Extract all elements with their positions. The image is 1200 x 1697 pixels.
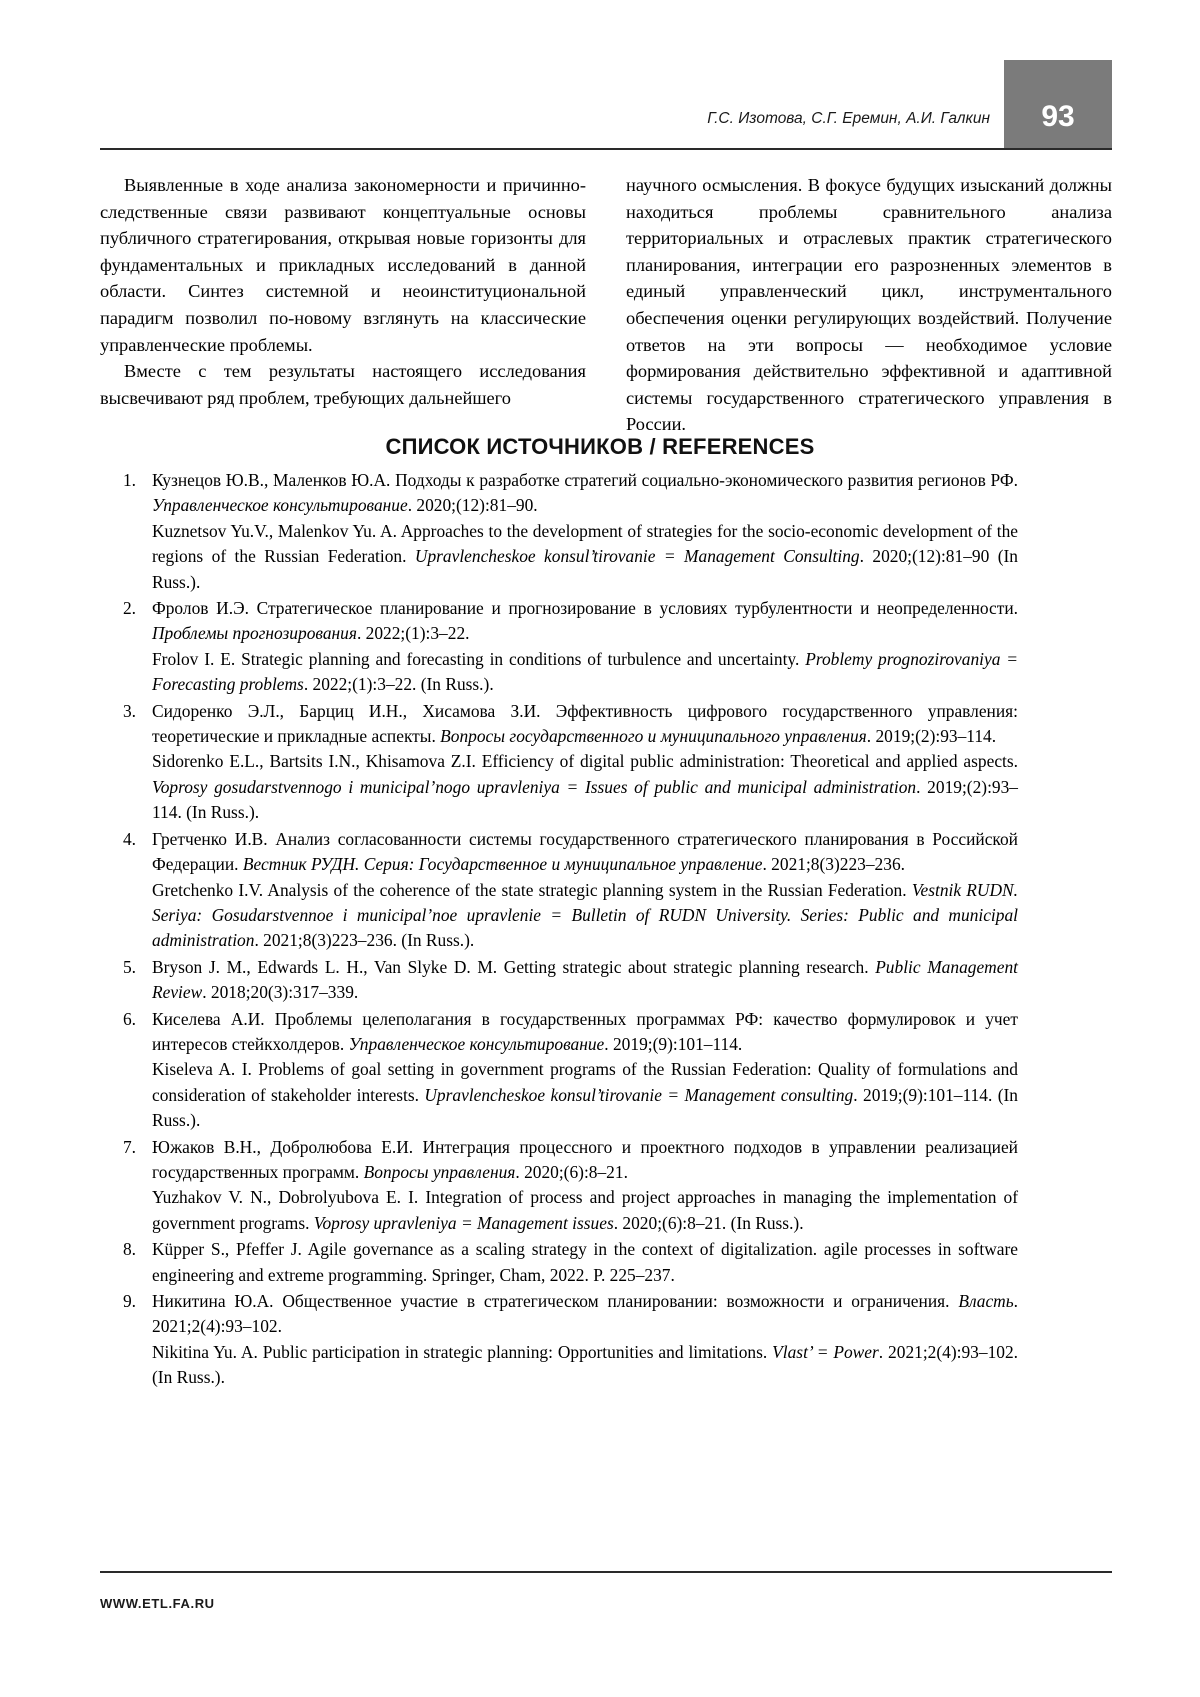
right-column	[626, 172, 1112, 438]
reference-text-en: Frolov I. E. Strategic planning and forecasting in conditions of turbulence and uncertainty. Problemy prognozirovaniya = Forecasting problems. 2022;(1):3–22. (In Russ.).	[152, 648, 1019, 695]
reference-text-ru: Гретченко И.В. Анализ согласованности системы государственного стратегического планирования в Российской Федерации. Вестник РУДН. Серия: Государственное и муниципальное управление. 2021;8(3)223–236.	[152, 828, 1018, 875]
body-columns	[100, 172, 1112, 438]
paragraph: Выявленные в ходе анализа закономерности и причинно-следственные связи развивают концептуальные основы публичного стратегирования, открывая новые горизонты для фундаментальных и прикладных исследований в данной области. Синтез системной и неоинституциональной парадигм позволил по-новому взглянуть на классические управленческие проблемы.	[100, 175, 586, 355]
reference-item	[118, 468, 1018, 595]
reference-text-en: Sidorenko E.L., Bartsits I.N., Khisamova Z.I. Efficiency of digital public administration: Theoretical and applied aspects. Voprosy gosudarstvennogo i municipal’nogo upravleniya = Issues of public and municipal administration. 2019;(2):93–114. (In Russ.).	[152, 751, 1018, 823]
reference-item	[118, 699, 1018, 826]
reference-text-en: Nikitina Yu. A. Public participation in strategic planning: Opportunities and limitations. Vlast’ = Power. 2021;2(4):93–102. (In Russ.).	[152, 1341, 1018, 1388]
reference-text-en: Bryson J. M., Edwards L. H., Van Slyke D. M. Getting strategic about strategic planning research. Public Management Review. 2018;20(3):317–339.	[152, 956, 1018, 1003]
reference-number: 1.	[122, 470, 136, 490]
reference-text	[152, 468, 1018, 595]
reference-text	[152, 1135, 1018, 1237]
reference-text	[152, 596, 1018, 698]
footer-divider	[100, 1571, 1112, 1573]
reference-number: 7.	[122, 1136, 136, 1157]
page-number: 93	[1041, 100, 1075, 133]
reference-item	[118, 827, 1018, 954]
page-header	[0, 60, 1200, 150]
reference-item	[118, 1007, 1018, 1134]
reference-number: 6.	[122, 1008, 136, 1029]
reference-number: 4.	[122, 828, 136, 849]
reference-item	[118, 955, 1018, 1006]
running-head-authors: Г.С. Изотова, С.Г. Еремин, А.И. Галкин	[707, 110, 990, 127]
reference-number: 3.	[122, 700, 136, 721]
reference-item	[118, 1135, 1018, 1237]
reference-text-en: Kiseleva A. I. Problems of goal setting in government programs of the Russian Federation: Quality of formulations and consideration of stakeholder interests. Upravlencheskoe konsul’tirovanie = Management consulting. 2019;(9):101–114. (In Russ.).	[152, 1059, 1018, 1131]
reference-text	[152, 699, 1018, 826]
reference-item	[118, 1237, 1018, 1288]
reference-text-ru: Кузнецов Ю.В., Маленков Ю.А. Подходы к разработке стратегий социально-экономического развития регионов РФ. Управленческое консультирование. 2020;(12):81–90.	[152, 470, 1018, 516]
reference-number: 2.	[122, 598, 136, 619]
reference-number: 9.	[122, 1291, 136, 1311]
reference-text-en: Kuznetsov Yu.V., Malenkov Yu. A. Approaches to the development of strategies for the socio-economic development of the regions of the Russian Federation. Upravlencheskoe konsul’tirovanie = Management Consulting. 2020;(12):81–90 (In Russ.).	[152, 520, 1018, 592]
reference-text-en: Küpper S., Pfeffer J. Agile governance as a scaling strategy in the context of digitalization. agile processes in software engineering and extreme programming. Springer, Cham, 2022. P. 225–237.	[152, 1239, 1018, 1285]
reference-text-ru: Южаков В.Н., Добролюбова Е.И. Интеграция процессного и проектного подходов в управлении реализацией государственных программ. Вопросы управления. 2020;(6):8–21.	[152, 1136, 1018, 1182]
reference-item	[118, 1289, 1018, 1391]
reference-number: 8.	[122, 1239, 136, 1260]
reference-text-en: Yuzhakov V. N., Dobrolyubova E. I. Integration of process and project approaches in managing the implementation of government programs. Voprosy upravleniya = Management issues. 2020;(6):8–21. (In Russ.).	[152, 1187, 1018, 1233]
left-column	[100, 172, 586, 438]
reference-text	[152, 827, 1018, 954]
reference-item	[118, 596, 1018, 698]
paragraph: Вместе с тем результаты настоящего исследования высвечивают ряд проблем, требующих дальнейшего	[100, 361, 586, 408]
reference-text-ru: Фролов И.Э. Стратегическое планирование и прогнозирование в условиях турбулентности и неопределенности. Проблемы прогнозирования. 2022;(1):3–22.	[152, 598, 1018, 644]
footer-website: WWW.ETL.FA.RU	[100, 1596, 215, 1611]
references-list	[118, 468, 1018, 1392]
reference-text	[152, 1289, 1018, 1391]
reference-number: 5.	[122, 956, 136, 977]
references-heading: СПИСОК ИСТОЧНИКОВ / REFERENCES	[385, 434, 815, 459]
reference-text-en: Gretchenko I.V. Analysis of the coherence of the state strategic planning system in the Russian Federation. Vestnik RUDN. Seriya: Gosudarstvennoe i municipal’noe upravlenie = Bulletin of RUDN University. Series: Public and municipal administration. 2021;8(3)223–236. (In Russ.).	[152, 879, 1018, 951]
reference-text	[152, 1007, 1018, 1134]
paragraph: научного осмысления. В фокусе будущих изысканий должны находиться проблемы сравнительного анализа территориальных и отраслевых практик стратегического планирования, интеграции его разрозненных элементов в единый управленческий цикл, инструментального обеспечения оценки регулирующих воздействий. Получение ответов на эти вопросы — необходимое условие формирования действительно эффективной и адаптивной системы государственного стратегического управления в России.	[626, 175, 1112, 435]
reference-text-ru: Сидоренко Э.Л., Барциц И.Н., Хисамова З.И. Эффективность цифрового государственного управления: теоретические и прикладные аспекты. Вопросы государственного и муниципального управления. 2019;(2):93–114.	[152, 700, 1018, 747]
reference-text-ru: Киселева А.И. Проблемы целеполагания в государственных программах РФ: качество формулировок и учет интересов стейкхолдеров. Управленческое консультирование. 2019;(9):101–114.	[152, 1008, 1018, 1054]
reference-text-ru: Никитина Ю.А. Общественное участие в стратегическом планировании: возможности и ограничения. Власть. 2021;2(4):93–102.	[152, 1291, 1018, 1337]
reference-text	[152, 955, 1018, 1006]
header-divider	[100, 148, 1112, 150]
reference-text	[152, 1237, 1018, 1288]
